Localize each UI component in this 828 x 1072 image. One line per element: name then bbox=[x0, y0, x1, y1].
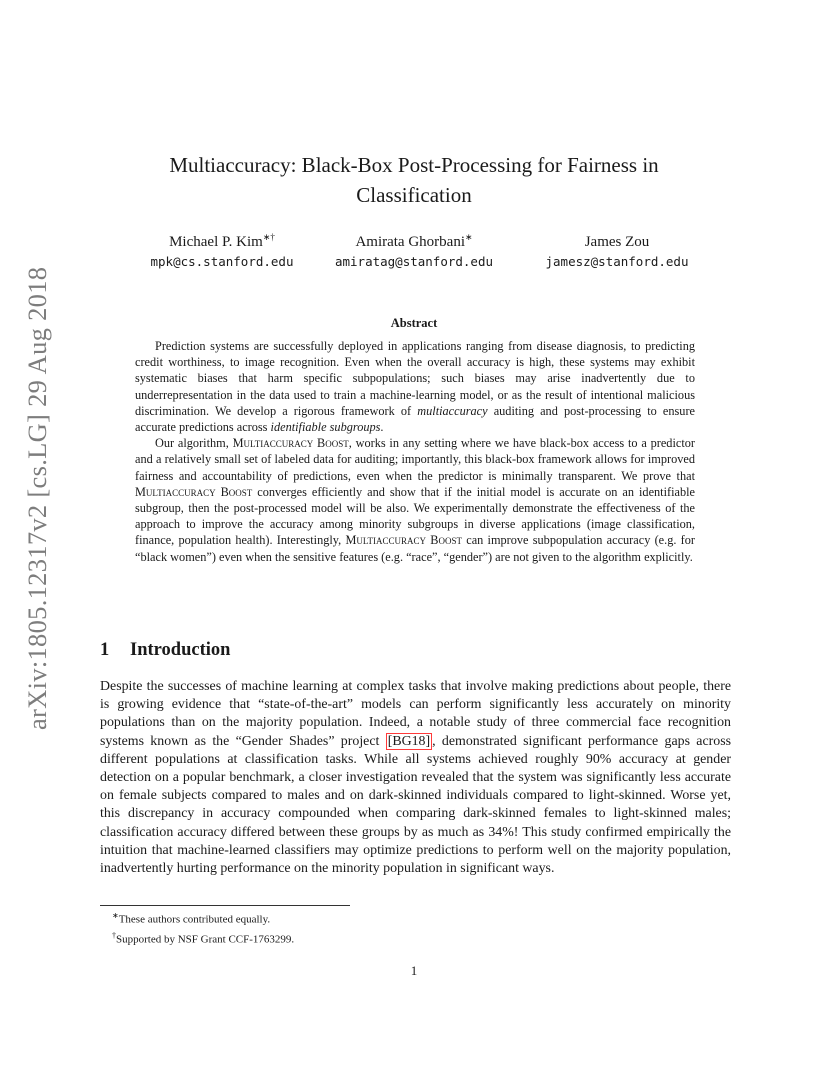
intro-text: Despite the successes of machine learning at complex tasks that involve making predictions about people, there is growing evidence that “state-of-the-art” models can perform significantly less accurately on minority populations than on the majority population. Indeed, a notable study of three commercial face recognition systems known as the “Gender Shades” project bbox=[100, 679, 731, 749]
intro-text: , demonstrated significant performance gaps across different populations at classification tasks. While all systems achieved roughly 90% accuracy at gender detection on a popular benchmark, a closer investigation revealed that the system was significantly less accurate on female subjects compared to males and on dark-skinned individuals compared to light-skinned. Worse yet, this discrepancy in accuracy compounded when comparing dark-skinned females to light-skinned males; classification accuracy differed between these groups by as much as 34%! This study confirmed empirically the intuition that machine-learned classifiers may optimize predictions to perform well on the majority population, inadvertently hurting performance on the minority population in significant ways. bbox=[100, 733, 732, 877]
abstract-text: . bbox=[380, 420, 384, 435]
abstract-text: Our algorithm, bbox=[155, 436, 233, 451]
algorithm-name: Multiaccuracy Boost bbox=[135, 484, 253, 499]
abstract-body bbox=[135, 338, 695, 565]
abstract-paragraph-2 bbox=[135, 435, 695, 565]
title-line-2: Classification bbox=[356, 183, 472, 207]
arxiv-identifier: arXiv:1805.12317v2 [cs.LG] 29 Aug 2018 bbox=[22, 266, 52, 730]
abstract-emphasis: identifiable subgroups bbox=[270, 420, 381, 435]
footnote-2 bbox=[112, 928, 294, 948]
footnote-text: These authors contributed equally. bbox=[118, 913, 271, 926]
intro-paragraph bbox=[100, 678, 731, 878]
abstract-text: auditing and post-processing to ensure accurate predictions across bbox=[135, 403, 696, 435]
algorithm-name: Multiaccuracy Boost bbox=[345, 533, 462, 548]
author-name: Michael P. Kim bbox=[169, 234, 263, 250]
abstract-text: , works in any setting where we have black-box access to a predictor and a relatively small set of labeled data for auditing; importantly, this black-box framework allows for improved fairness and accountability of predictions, even when the predictor is minimally transparent. We prove that bbox=[135, 436, 695, 483]
section-heading bbox=[100, 640, 230, 661]
footnote-rule bbox=[100, 905, 350, 906]
author-mark: ∗† bbox=[262, 232, 275, 242]
abstract-text: converges efficiently and show that if the initial model is accurate on an identifiable subgroup, then the post-processed model will be also. We experimentally demonstrate the effectiveness of the approach to improve the accuracy among minority subgroups in diverse applications (image classification, finance, population health). Interestingly, bbox=[135, 484, 696, 548]
section-title: Introduction bbox=[130, 640, 231, 660]
abstract-text: Prediction systems are successfully deployed in applications ranging from disease diagnosis, to predicting credit worthiness, to image recognition. Even when the overall accuracy is high, these systems may exhibit systematic biases that harm specific subpopulations; such biases may arise inadvertently due to underrepresentation in the data used to train a machine-learning model, or as the result of intentional malicious discrimination. We develop a rigorous framework of bbox=[135, 339, 695, 418]
author-email[interactable]: amiratag@stanford.edu bbox=[334, 254, 494, 269]
footnote-mark: † bbox=[112, 930, 116, 940]
abstract-paragraph-1 bbox=[135, 338, 695, 435]
footnote-mark: ∗ bbox=[112, 911, 119, 920]
abstract-emphasis: multiaccuracy bbox=[417, 403, 488, 418]
author-block-3 bbox=[502, 228, 732, 272]
author-name: James Zou bbox=[584, 234, 650, 250]
author-block-2 bbox=[299, 228, 529, 272]
author-email[interactable]: jamesz@stanford.edu bbox=[545, 254, 689, 269]
paper-title bbox=[100, 150, 728, 210]
author-name: Amirata Ghorbani bbox=[355, 234, 465, 250]
page-number: 1 bbox=[410, 963, 418, 978]
citation-link[interactable]: [BG18] bbox=[387, 733, 431, 749]
algorithm-name: Multiaccuracy Boost bbox=[232, 436, 349, 451]
footnote-text: Supported by NSF Grant CCF-1763299. bbox=[116, 933, 295, 946]
abstract-heading: Abstract bbox=[390, 316, 438, 330]
abstract-text: can improve subpopulation accuracy (e.g. for “black women”) even when the sensitive features (e.g. “race”, “gender”) are not given to the algorithm explicitly. bbox=[135, 533, 696, 564]
footnote-1 bbox=[112, 908, 294, 928]
introduction-body bbox=[100, 678, 731, 878]
title-line-1: Multiaccuracy: Black-Box Post-Processing for Fairness in bbox=[169, 153, 659, 177]
author-mark: ∗ bbox=[465, 232, 473, 242]
author-email[interactable]: mpk@cs.stanford.edu bbox=[150, 254, 294, 269]
section-number: 1 bbox=[100, 640, 110, 660]
footnotes bbox=[112, 908, 294, 947]
